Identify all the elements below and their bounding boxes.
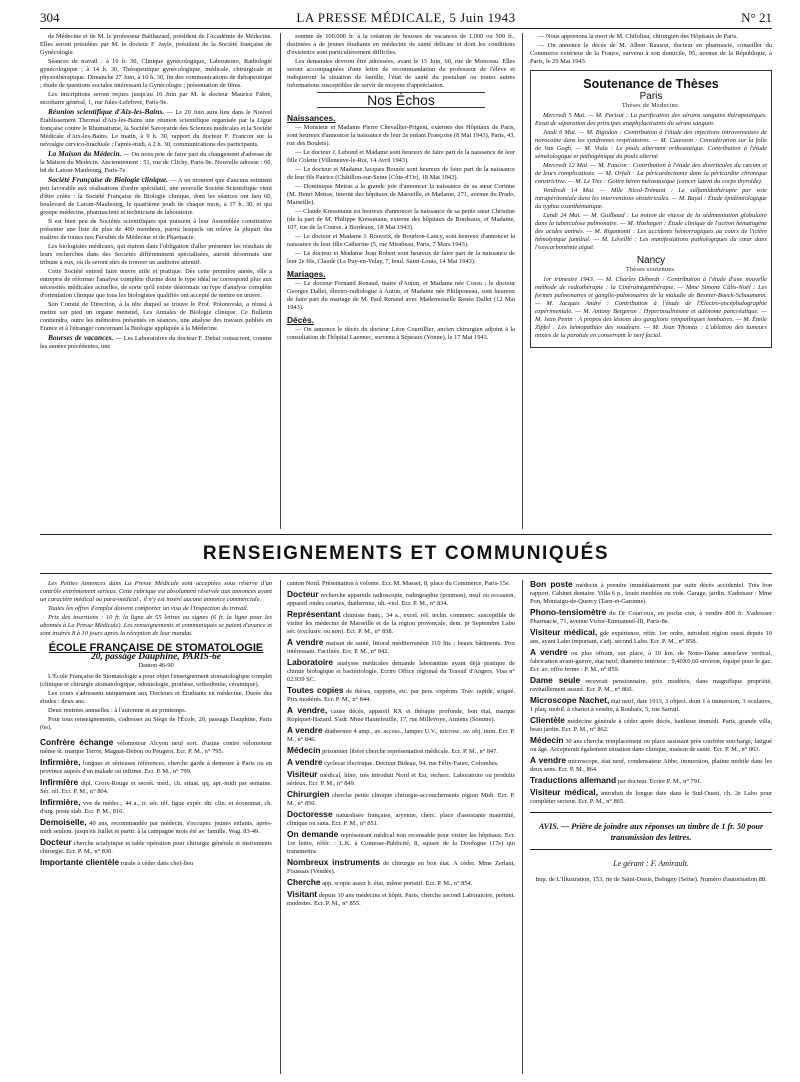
classified-ad bbox=[530, 788, 772, 806]
ad-text: du Dr Courcoux, en poche cuir, à vendre 800 fr. S'adresser Pharmacie, 71, avenue Victor-Emmanuel-III, Paris-8e. bbox=[530, 610, 772, 625]
faculty-subtitle: Thèses de Médecine. bbox=[621, 103, 681, 109]
ad-text: depuis 10 ans médecins et hôpit. Paris, cherche second Laboratoire, prétent. modestes. Ecr. P. M., n° 855. bbox=[287, 892, 515, 907]
classified-ad bbox=[40, 838, 272, 856]
ads-list bbox=[287, 580, 515, 908]
column-divider bbox=[522, 580, 523, 1074]
printer-line: Imp. de L'Illustration, 153, rte de Saint-Denis, Bobigny (Seine). Numéro d'autorisation 88. bbox=[535, 876, 767, 883]
school-paragraph: Pour tous renseignements, s'adresser au Siège de l'École, 20, passage Dauphine, Paris (6e). bbox=[40, 716, 272, 731]
ad-keyword: Doctoresse bbox=[287, 809, 333, 819]
ad-keyword: Infirmière, bbox=[40, 757, 81, 767]
classified-ad bbox=[530, 676, 772, 694]
classified-ad bbox=[287, 890, 515, 908]
paragraph: Cette Société entend faire œuvre utile et pratique. Dès cette première année, elle a entrepris de réformer l'analyse complète d'urine dont le type idéal ne correspond plus aux nécessités médicales actuelles, de sorte qu'il existe désormais un type d'analyse complète d'orientation clinique que tous les biologistes qualifiés ont accepté de mettre en œuvre. bbox=[40, 268, 272, 299]
thesis-entry: Jeudi 6 Mai. — M. Rigodon : Contribution à l'étude des injections intraveineuses de novocaïne dans les syndromes respiratoires. — M. Catesson : Considération sur la folie de Van Gogh. — M. Viala : Le pouls alternant orthostatique. Contribution à l'étude séméiologique et pathogénique du pouls alterné. bbox=[535, 129, 767, 160]
ad-text: prisonnier libéré cherche représentation médicale. Ecr. P. M., n° 847. bbox=[320, 748, 499, 755]
births-title: Naissances. bbox=[287, 113, 336, 123]
ad-keyword: Traductions allemand bbox=[530, 775, 617, 785]
classified-ad bbox=[530, 776, 772, 786]
marriages-title: Mariages. bbox=[287, 269, 326, 279]
ad-text: médecin à prendre immédiatement par suite décès accidentel. Très bon rapport. Cabinet dentaire. Villa 6 p., louée meublée ou vide. Garage, jardin. S'adresser : Mme Pon, Montaigu-de-Quercy (Tarn-et-Garonne). bbox=[530, 582, 772, 605]
ad-keyword: Toutes copies bbox=[287, 685, 344, 695]
ad-keyword: Cherche bbox=[287, 877, 321, 887]
ad-keyword: On demande bbox=[287, 829, 339, 839]
ad-keyword: Bon poste bbox=[530, 580, 573, 589]
ad-keyword: Demoiselle, bbox=[40, 817, 87, 827]
ad-keyword: A vendre bbox=[530, 647, 568, 657]
marriage-notice: — Le docteur Fernand Renaud, maire d'Autun, et Madame née Cossu ; le docteur Georges Dallet, électro-radiologue à Autun, et Madame née Philiponeau, sont heureux de faire part du mariage de M. Paul Renaud avec Mademoiselle Renée Dallet (12 Mai 1943). bbox=[287, 280, 515, 311]
paragraph: Séances de travail : à 10 h. 30, Clinique gynécologique, Laboratoire, Radiologie gynécologique ; à 14 h. 30, Thérapeutique gynécologique, médicale, chirurgicale et physiothérapique. Dimanche 27 Juin, à 10 h. 30, fin des communications de thérapeutique ; étude de questions sociales intéressant la Gynécologie ; présentation de films. bbox=[40, 58, 272, 89]
ad-text: recevrait pensionnaire, prix modérés, dans magnifique propriété, ravitaillement assuré. Ecr. P. M., n° 860. bbox=[530, 678, 772, 693]
classified-ad bbox=[40, 798, 272, 816]
thesis-entry: 1er trimestre 1943. — M. Charles Déberdt : Contribution à l'étude d'une nouvelle méthode de radiothérapie : la Cinéraintgenthérapie. — Mme Simone Câlis-Noël : Les formes pulmonaires et ganglio-pulmonaires de la maladie de Besnier-Boeck-Schaumann. — M. Jacques André : Contribution à l'étude de l'Électro-encéphalographie expérimentale. — M. Antony Bergeron : Hyperinsulinisme et adénome pancréatique. — M. Jean Penin : A propos des lésions des ganglions sympathiques lombaires. — M. Émile Zipfel : Les hémopathies des soudeurs. — M. Jean Thomas : L'ablation des tumeurs mixtes de la parotide en conservant le nerf facial. bbox=[535, 276, 767, 339]
classified-ad bbox=[40, 738, 272, 756]
paragraph: Les demandes devront être adressées, avant le 15 Juin, 60, rue de Monceau. Elles seront accompagnées d'une lettre de recommandation du professeur de l'élève et indiqueront la situation de famille, l'état de santé du postulant ou toutes autres informations susceptibles de servir de moyens d'appréciation. bbox=[287, 58, 515, 89]
classified-ad bbox=[287, 858, 515, 876]
ad-keyword: Docteur bbox=[40, 837, 72, 847]
ad-text: analyses médicales demande laborantine ayant déjà pratique de chimie biologique et bactériologie. Ecrire Office régional du Travail d'Angers. Visa n° 02.939 SC. bbox=[287, 660, 515, 683]
birth-notice: — Le docteur et Madame Jacques Bourée sont heureux de faire part de la naissance de leur fils Patrice (Châtillon-sur-Seine [Côte-d'Or], 18 Mai 1943). bbox=[287, 166, 515, 181]
paragraph: Les inscriptions seront reçues jusqu'au 10 Juin par M. le docteur Maurice Fabre, secrétaire général, 1, rue Jules-Lefebvre, Paris-9e. bbox=[40, 91, 272, 106]
ads-column-1 bbox=[40, 580, 272, 1074]
ads-column-3 bbox=[530, 580, 772, 1074]
section-banner: RENSEIGNEMENTS ET COMMUNIQUÉS bbox=[202, 543, 610, 564]
thesis-entry: Mercredi 12 Mai. — M. Faucon : Contribution à l'étude des diverticules du cæcum et de leurs complications. — M. Orfali : La péricardectomie dans la péricardite chronique constrictive. — M. Le Tiec : Goitre bénin métastasique (cancer latent du corps thyroïde). bbox=[535, 162, 767, 185]
ad-keyword: Importante clientèle bbox=[40, 857, 120, 867]
school-paragraph: Les cours s'adressent uniquement aux Docteurs et Étudiants en médecine. Durée des études : deux ans. bbox=[40, 690, 272, 705]
ad-keyword: Confrère échange bbox=[40, 737, 114, 747]
ad-keyword: Représentant bbox=[287, 609, 341, 619]
death-notice: — On annonce le décès de M. Albert Rauson, docteur en pharmacie, conseiller du Commerce extérieur de la France, survenu à son domicile, 95, avenue de la République, à Paris, le 29 Mai 1943. bbox=[530, 42, 772, 65]
ad-text: cyclecar électrique. Docteur Bideau, 94, rue Félix-Faure, Colombes. bbox=[322, 760, 499, 767]
classified-ad bbox=[530, 736, 772, 754]
classified-ad bbox=[287, 746, 515, 756]
echos-title: Nos Échos bbox=[367, 92, 435, 108]
ad-keyword: Dame seule bbox=[530, 675, 581, 685]
ad-keyword: A vendre bbox=[287, 725, 323, 735]
ad-text: cause décès, appareil RX et thérapie profonde, bon état, marque Ropiquet-Hazard. S'adr. Mme Hautefeuille, 17, rue Millevoye, Amiens (Somme). bbox=[287, 708, 515, 723]
ad-keyword: Visiteur médical, bbox=[530, 787, 598, 797]
ad-text: médical, libre, très introduit Nord et Est, recherc. Laboratoire ou produits sérieux. Ecr. P. M., n° 849. bbox=[287, 772, 515, 787]
birth-notice: — Le docteur et Madame Jean Robert sont heureux de faire part de la naissance de leur 2e fils, Claude (Le Puy-en-Velay, 7, boul. Saint-Louis, 14 Mai 1943). bbox=[287, 250, 515, 265]
classified-ad bbox=[287, 686, 515, 704]
classified-ad bbox=[530, 628, 772, 646]
header-rule bbox=[40, 28, 772, 29]
ad-text: 30 ans cherche remplacement ou place assistant près confrère surchargé, fatigué ou âgé. Accepterait également situation dans clinique, maison de santé. Ecr. P. M., n° 863. bbox=[530, 738, 772, 753]
ad-text: cherche petite clinique chirurgie-accouchements région Midi. Ecr. P. M., n° 850. bbox=[287, 792, 515, 807]
notice-rule bbox=[530, 849, 772, 850]
ad-text: app. scopie assez b. état, même portatif. Ecr. P. M., n° 854. bbox=[320, 880, 473, 887]
ads-column-2 bbox=[287, 580, 515, 1074]
section-rule bbox=[40, 534, 772, 535]
ad-keyword: Médecin bbox=[530, 735, 564, 745]
birth-notice: — Le docteur et Madame J. Rouveix, de Bourbon-Lancy, sont heureux d'annoncer la naissance de leur fille Catherine (5, rue Mirabeau, Paris, 7 Mars 1943). bbox=[287, 233, 515, 248]
ad-text: canton Nord. Présentation à volonté. Ecr. M. Masset, 8, place du Commerce, Paris-15e. bbox=[287, 580, 511, 587]
birth-notice: — Claude Kressmann est heureux d'annoncer la naissance de sa petite sœur Christine (de la part de M. Philippe Kressmann, externe des hôpitaux de Bordeaux, et Madame, 107, rue de la Course, à Bordeaux, 18 Mai 1943). bbox=[287, 208, 515, 231]
school-paragraph: Deux rentrées annuelles : à l'automne et au printemps. bbox=[48, 707, 187, 714]
classified-ad bbox=[287, 580, 515, 588]
ad-text: de chirurgie en bon état. A céder. Mme Zerlant, Foussais (Vendée). bbox=[287, 860, 515, 875]
ad-keyword: A vendre bbox=[287, 757, 323, 767]
classified-ad bbox=[530, 608, 772, 626]
ad-keyword: Médecin bbox=[287, 745, 321, 755]
ad-keyword: Visiteur bbox=[287, 769, 318, 779]
ad-text: microscope, état neuf, condensateur Abbe, immersion, platine mobile dans les deux sens. Ecr. P. M., 864. bbox=[530, 758, 772, 773]
column-2 bbox=[287, 33, 515, 529]
ad-text: chimiste franç., 34 a., excel. réf. techn. commerc. susceptible de visiter les médecins de Marseille et de la région provençale, dem. pr Septembre Labo sér. (exclusiv. ou non). Ecr. P. M., n° 838. bbox=[287, 612, 515, 635]
classified-ad bbox=[287, 706, 515, 724]
death-notice: — Nous apprenons la mort de M. Chifoliau, chirurgien des Hôpitaux de Paris. bbox=[538, 33, 738, 40]
ad-text: représentant médical non recensable pour visiter les hôpitaux. Ecr. 1re lettre, référ. : L.K. à Contesse-Publicité, 8, square de la Dordogne (17e) qui transmettra. bbox=[287, 832, 515, 855]
school-title: ÉCOLE FRANÇAISE DE STOMATOLOGIE bbox=[48, 642, 264, 654]
classified-ad bbox=[287, 810, 515, 828]
faculty-subtitle: Thèses soutenues. bbox=[625, 267, 677, 273]
classified-ad bbox=[287, 878, 515, 888]
deaths-title: Décès. bbox=[287, 315, 315, 325]
birth-notice: — Dominique Metras a la grande joie d'annoncer la naissance de sa sœur Corinne (M. Henri Metras, interne des hôpitaux de Marseille, et Madame, 271, avenue du Prado, Marseille). bbox=[287, 183, 515, 206]
ad-keyword: Visitant bbox=[287, 889, 318, 899]
school-paragraph: L'École Française de Stomatologie a pour objet l'enseignement stomatologique complet (clinique et chirurgie stomatologique, odontologie, prothèse, orthodontie, céramique). bbox=[40, 673, 272, 688]
classified-ad bbox=[287, 790, 515, 808]
ad-keyword: Chirurgien bbox=[287, 789, 330, 799]
column-divider bbox=[522, 33, 523, 529]
classified-ad bbox=[287, 758, 515, 768]
journal-title: LA PRESSE MÉDICALE, 5 Juin 1943 bbox=[296, 10, 516, 25]
ad-keyword: Laboratoire bbox=[287, 657, 334, 667]
page-header bbox=[40, 10, 772, 26]
section-title: La Maison du Médecin. bbox=[48, 149, 122, 158]
column-divider bbox=[280, 580, 281, 1074]
ad-text: vélomoteur Alcyon neuf sort. d'usine contre vélomoteur même ét. marque Terrot, Magnat-Debon ou Peugeot. Ecr. P. M., n° 795. bbox=[40, 740, 272, 755]
column-1 bbox=[40, 33, 272, 529]
ad-text: par docteur. Ecrire P. M., n° 791. bbox=[616, 778, 702, 785]
classified-ad bbox=[530, 756, 772, 774]
classified-ad bbox=[287, 658, 515, 684]
thesis-entry: Mercredi 5 Mai. — M. Parisot : La purification des sérums sanguins thérapeutiques. Essai de séparation des principes anaphylactisants du sérum sanguin. bbox=[535, 112, 767, 127]
classified-ad bbox=[287, 638, 515, 656]
issue-number: N° 21 bbox=[741, 10, 772, 25]
notice-rule bbox=[530, 812, 772, 813]
classified-ad bbox=[287, 590, 515, 608]
ad-keyword: A vendre bbox=[287, 637, 324, 647]
school-address: 20, passage Dauphine, PARIS-6e bbox=[91, 652, 221, 662]
thesis-entry: Vendredi 14 Mai. — Mlle Nicol-Trémant : Le sulfamidothérapie par voie intrapéritonéale dans les interventions obstétricales. — M. Bayal : Étude épidémiologique du typhus exanthématique. bbox=[535, 187, 767, 210]
classified-ad bbox=[530, 648, 772, 674]
school-phone: Danton 46-90 bbox=[138, 662, 174, 669]
section-rule bbox=[40, 573, 772, 574]
ad-keyword: Docteur bbox=[287, 589, 319, 599]
ads-list bbox=[40, 738, 272, 868]
ad-keyword: Nombreux instruments bbox=[287, 857, 381, 867]
ad-text: état neuf, date 1913, 3 object. dont 1 à immersion, 3 oculaires, 1 plaq. mobil. à chariot à vendre, à Roubaix, 5, rue Sarrail. bbox=[530, 698, 772, 713]
ad-text: rurale à céder dans chef-lieu bbox=[119, 860, 194, 867]
ads-intro: Les Petites Annonces dans La Presse Médicale sont acceptées sous réserve d'un contrôle extrêmement sérieux. Cette rubrique est absolument réservée aux annonces ayant un caractère médical ou para-médical ; il n'y est inséré aucune annonce commerciale. bbox=[40, 580, 272, 603]
classified-ad bbox=[40, 778, 272, 796]
ad-keyword: Microscope Nachet, bbox=[530, 695, 610, 705]
city-title-paris: Paris bbox=[639, 91, 663, 102]
theses-title: Soutenance de Thèses bbox=[583, 77, 719, 91]
ad-text: de thèses, rapports, etc. par pers. expérim. Trav. rapide, soigné. Prix modérés. Ecr. P. M., n° 844. bbox=[287, 688, 515, 703]
ad-text: naturalisée française, aryenne, cherc. place d'assistante maternité, clinique ou sana. Ecr. P. M., n° 851. bbox=[287, 812, 515, 827]
paragraph: de Médecine et de M. le professeur Balthazard, président de l'Académie de Médecine. Elles seront présidées par M. le docteur F. Jayle, président de la Société française de Gynécologie. bbox=[40, 33, 272, 56]
ad-text: vve de médec., 44 a., tr. sér. réf. ligue expér. dir. clin. et économat, ch. d'urg. poste stab. Ecr. P. M., 816. bbox=[40, 800, 272, 815]
ad-text: recherche appareils radioscopie, radiographie (poumon), neuf ou occasion, appareil ondes courtes, diathermie, ult.-viol. Ecr. P. M., n° 834. bbox=[287, 592, 515, 607]
birth-notice: — Monsieur et Madame Pierre Chevallier-Prigent, externes des Hôpitaux de Paris, sont heureux d'annoncer la naissance de leur 2e enfant Françoise (8 Mai 1943), Paris, 43, rue des Boulets). bbox=[287, 124, 515, 147]
ad-text: cherche scialytique et table opération pour chirurgie générale et instruments chirurgie. Ecr. P. M., n° 830. bbox=[40, 840, 272, 855]
ad-keyword: A vendre, bbox=[287, 705, 328, 715]
echos-heading-box bbox=[317, 92, 485, 108]
theses-box bbox=[530, 70, 772, 348]
classified-ad bbox=[530, 716, 772, 734]
classified-ad bbox=[40, 758, 272, 776]
ad-text: 40 ans, recommandée par médecin, s'occuper. jeunes enfants, après-midi seulem. jusqu'en Juillet et partir. à la campagne mois été av. famille. Wag. 83-49. bbox=[40, 820, 272, 835]
ad-text: médecine générale à céder après décès, banlieue immédi. Paris, grande villa, beau jardin. Ecr. P. M., n° 862. bbox=[530, 718, 772, 733]
ads-intro: Prix des insertions : 10 fr. la ligne de 55 lettres ou signes (6 fr. la ligne pour les abonnés à La Presse Médicale). Les renseignements et communiqués se paient d'avance et sont insérés 8 à 10 jours après la réception de leur mandat. bbox=[40, 614, 272, 637]
news-item: La Maison du Médecin. — On nous prie de faire part du changement d'adresse de la Maison du Médecin. Anciennement : 51, rue de Clichy, Paris-9e. Nouvelle adresse : 60, bd de Latour-Maubourg, Paris-7e. bbox=[40, 149, 272, 174]
paragraph: Son Comité de Direction, à la tête duquel se trouve le Prof. Polonovski, a réussi à mettre sur pied un organe mensuel, Les Annales de Biologie clinique. Ce Bulletin contiendra, outre les mémoires présentés en séances, une analyse des travaux publiés en France et à l'étranger concernant la Biologie appliquée à la Médecine. bbox=[40, 301, 272, 332]
classified-ad bbox=[287, 830, 515, 856]
section-title: Société Française de Biologie clinique. bbox=[48, 175, 169, 184]
news-item: Bourses de vacances. — Les Laboratoires du docteur F. Debat consacrent, comme les années précédentes, une bbox=[40, 333, 272, 350]
section-title: Réunion scientifique d'Aix-les-Bains. bbox=[48, 107, 165, 116]
ad-text: gde expérience, référ. 1er ordre, introduit région ouest depuis 10 ans, ayant Labo important, s'adj. second Labo. Ecr. P. M., n° 858. bbox=[530, 630, 772, 645]
ad-text: longues et sérieuses références, cherche garde à demeure à Paris ou en province auprès d'un malade ou infirme. Ecr. P. M., n° 799. bbox=[40, 760, 272, 775]
ad-text: dipl. Croix-Rouge et secrét. méd., ch. situat. qq. apr.-midi par semaine. Sér. réf. Ecr. P. M., n° 804. bbox=[40, 780, 272, 795]
news-item: Société Française de Biologie clinique. — A un moment que d'aucuns estiment peu favorable aux réalisations d'ordre spéculatif, une nouvelle Société Scientifique vient d'être créée : la Société Française de Biologie clinique, dont les séances ont lieu 60, boulevard de Latour-Maubourg, le quatrième jeudi de chaque mois, à 17 h. 30, et qui groupe médecins, pharmaciens et techniciens de laboratoire. bbox=[40, 175, 272, 216]
paragraph: Il est bien peu de Sociétés scientifiques qui puissent à leur Assemblée constitutive présenter une liste de plus de 400 membres, parmi lesquels on relève la plupart des maîtres de toutes nos Facultés de Médecine et de Pharmacie. bbox=[40, 218, 272, 241]
ad-text: ou plus offrant, sur place, à 10 km. de Notre-Dame autoclave vertical, fabrication avant-guerre, état neuf, diamètre intérieur : 0,40X0,60 environ, équipé pour le gaz. Ecr. av. offre ferme : P. M., n° 859. bbox=[530, 650, 772, 673]
ad-keyword: Clientèle bbox=[530, 715, 565, 725]
notice-avis: AVIS. — Prière de joindre aux réponses un timbre de 1 fr. 50 pour transmission des lettres. bbox=[538, 822, 764, 842]
ad-text: introduit de longue date dans le Sud-Ouest, ch. 2e Labo pour compléter secteur. Ecr. P. M., n° 865. bbox=[530, 790, 772, 805]
ad-text: maison de santé, littoral méditerranéen 110 lits ; beaux bâtiments. Prix intéressant. Facilités. Ecr. P. M., n° 842. bbox=[287, 640, 515, 655]
classified-ad bbox=[287, 610, 515, 636]
classified-ad bbox=[287, 770, 515, 788]
column-3 bbox=[530, 33, 772, 529]
ad-keyword: A vendre bbox=[530, 755, 567, 765]
thesis-entry: Lundi 24 Mai. — M. Guilbaud : La notion de vitesse de la sédimentation globulaire dans la tuberculose pulmonaire. — M. Hashagen : Étude clinique de l'action hématogène des acides aminés. — M. Rigamonti : Les accidents hémorragiques au cours de l'ictère hémolytique familial. — M. Léveillé : Les manifestations pathologiques du cœur dans l'oxycarbonémie aiguë. bbox=[535, 212, 767, 251]
ads-list bbox=[530, 580, 772, 806]
classified-ad bbox=[530, 580, 772, 606]
ad-text: diathermie 4 amp., av. access., lampes U.V., microsc. av. obj. imm. Ecr. P. M., n° 846. bbox=[287, 728, 515, 743]
classified-ad bbox=[530, 696, 772, 714]
ad-keyword: Infirmière, bbox=[40, 797, 81, 807]
death-notice: — On annonce le décès du docteur Léon Courtillier, ancien chirurgien adjoint à la consultation de l'hôpital Laennec, survenu à Sépeaux (Yonne), le 17 Mai 1943. bbox=[287, 326, 515, 341]
column-divider bbox=[280, 33, 281, 529]
city-title-nancy: Nancy bbox=[636, 255, 666, 266]
ad-keyword: Visiteur médical, bbox=[530, 627, 598, 637]
ad-keyword: Infirmière bbox=[40, 777, 79, 787]
page-number: 304 bbox=[40, 10, 60, 25]
ad-keyword: Phono-tensiomètre bbox=[530, 607, 607, 617]
classified-ad bbox=[287, 726, 515, 744]
section-title: Bourses de vacances. bbox=[48, 333, 114, 342]
paragraph: somme de 100.000 fr. à la création de bourses de vacances de 1.000 ou 500 fr., destinées à de jeunes étudiants en médecine de santé délicate et dont les conditions d'existence sont particulièrement difficiles. bbox=[287, 33, 515, 56]
paragraph: Les biologistes médicaux, qui étaient dans l'obligation d'aller présenter les résultats de leurs recherches dans des Sociétés différemment spécialisées, auront désormais une tribune à eux, où ils seront sûrs de trouver un auditoire attentif. bbox=[40, 243, 272, 266]
classified-ad bbox=[40, 858, 272, 868]
manager-line: Le gérant : F. Amirault. bbox=[613, 859, 689, 868]
classified-ad bbox=[40, 818, 272, 836]
birth-notice: — Le docteur J. Lebond et Madame sont heureux de faire part de la naissance de leur fille Colette (Villeneuve-le-Roi, 14 Avril 1943). bbox=[287, 149, 515, 164]
news-item: Réunion scientifique d'Aix-les-Bains. — Le 20 Juin aura lieu dans le Nouvel Établissement Thermal d'Aix-les-Bains une réunion scientifique organisée par la Ligue française contre le Rhumatisme, la Société Savoyarde des Sciences médicales et la Société Médicale d'Aix-les-Bains. Le matin, à 9 h. 30, rapport du docteur F. Francon sur la névralgie cervico-brachiale ; l'après-midi, à 2 h. 30, communications des participants. bbox=[40, 107, 272, 148]
ads-intro: Toutes les offres d'emploi doivent comporter un visa de l'Inspection du travail. bbox=[48, 605, 249, 612]
